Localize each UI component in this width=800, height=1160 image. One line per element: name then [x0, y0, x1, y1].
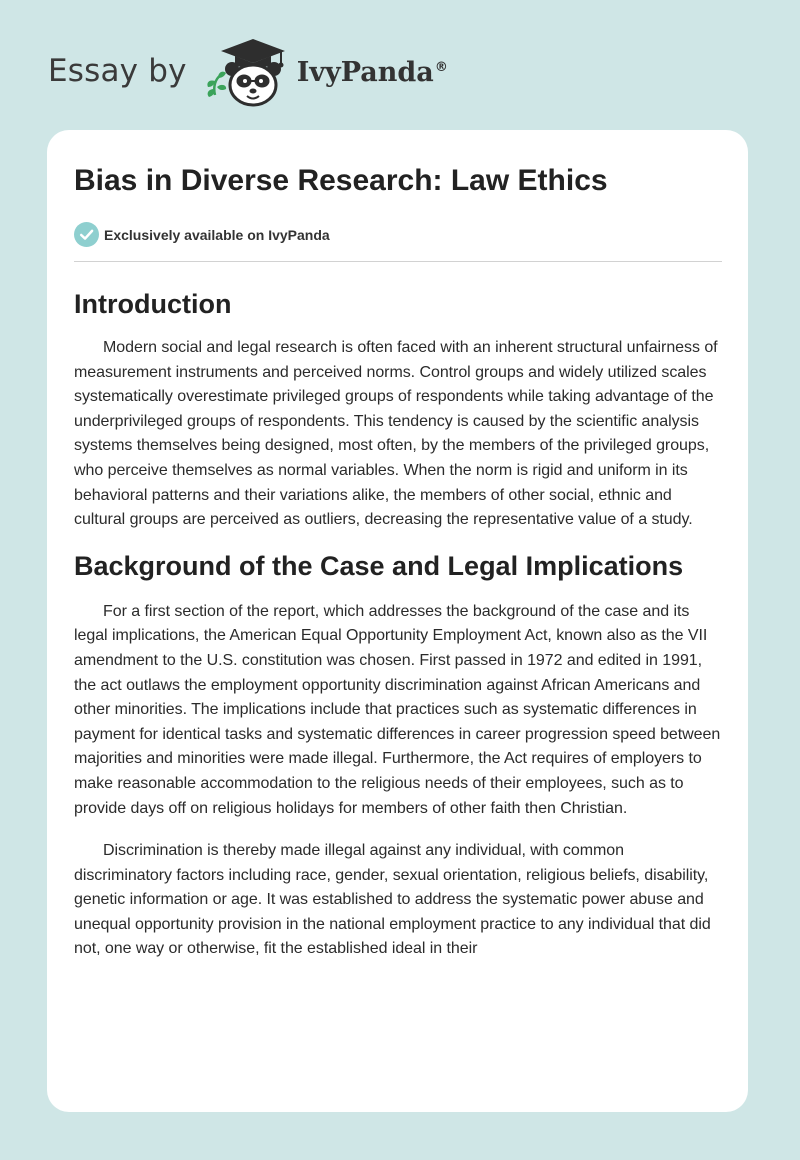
section-heading-background: Background of the Case and Legal Implications [74, 550, 684, 581]
availability-badge [74, 222, 330, 247]
availability-text: Exclusively available on IvyPanda [104, 226, 330, 243]
paragraph-background-1: For a first section of the report, which addresses the background of the case and its legal implications, the American Equal Opportunity Employment Act, known also as the VII amendment to the U.S. constitution was chosen. First passed in 1972 and edited in 1991, the act outlaws the employment opportunity discrimination against African Americans and other minorities. The implications include that practices such as systematic differences in payment for identical tasks and systematic differences in career progression speed between majorities and minorities were made illegal. Furthermore, the Act requires of employers to make reasonable accommodation to the religious needs of their employees, such as to provide days off on religious holidays for members of other faith then Christian. [74, 602, 721, 817]
brand-name: IvyPanda® [296, 56, 448, 88]
graduate-panda-logo-icon [201, 35, 291, 107]
paragraph-background-2: Discrimination is thereby made illegal against any individual, with common discriminatory factors including race, gender, sexual orientation, religious beliefs, disability, genetic information or age. It was established to address the systematic power abuse and unequal opportunity provision in the national employment practice to any individual that did not, one way or otherwise, fit the established ideal in their [74, 842, 711, 958]
paragraph-introduction: Modern social and legal research is often faced with an inherent structural unfairness of measurement instruments and perceived norms. Control groups and widely utilized scales systematically overestimate privileged groups of respondents while taking advantage of the underprivileged groups of respondents. This tendency is caused by the scientific analysis systems themselves being designed, most often, by the members of the privileged groups, who perceive themselves as normal variables. When the norm is rigid and uniform in its behavioral patterns and their variations alike, the members of other social, ethnic and cultural groups are perceived as outliers, decreasing the representative value of a study. [74, 339, 718, 529]
check-circle-icon [74, 222, 99, 247]
title-divider [74, 261, 722, 262]
registered-mark: ® [434, 59, 448, 75]
essay-card [47, 130, 748, 1112]
section-heading-introduction: Introduction [74, 289, 232, 319]
essay-content [74, 278, 724, 962]
brand-header[interactable] [48, 36, 448, 106]
page-title: Bias in Diverse Research: Law Ethics [74, 164, 608, 197]
brand-prefix: Essay by [48, 53, 187, 89]
